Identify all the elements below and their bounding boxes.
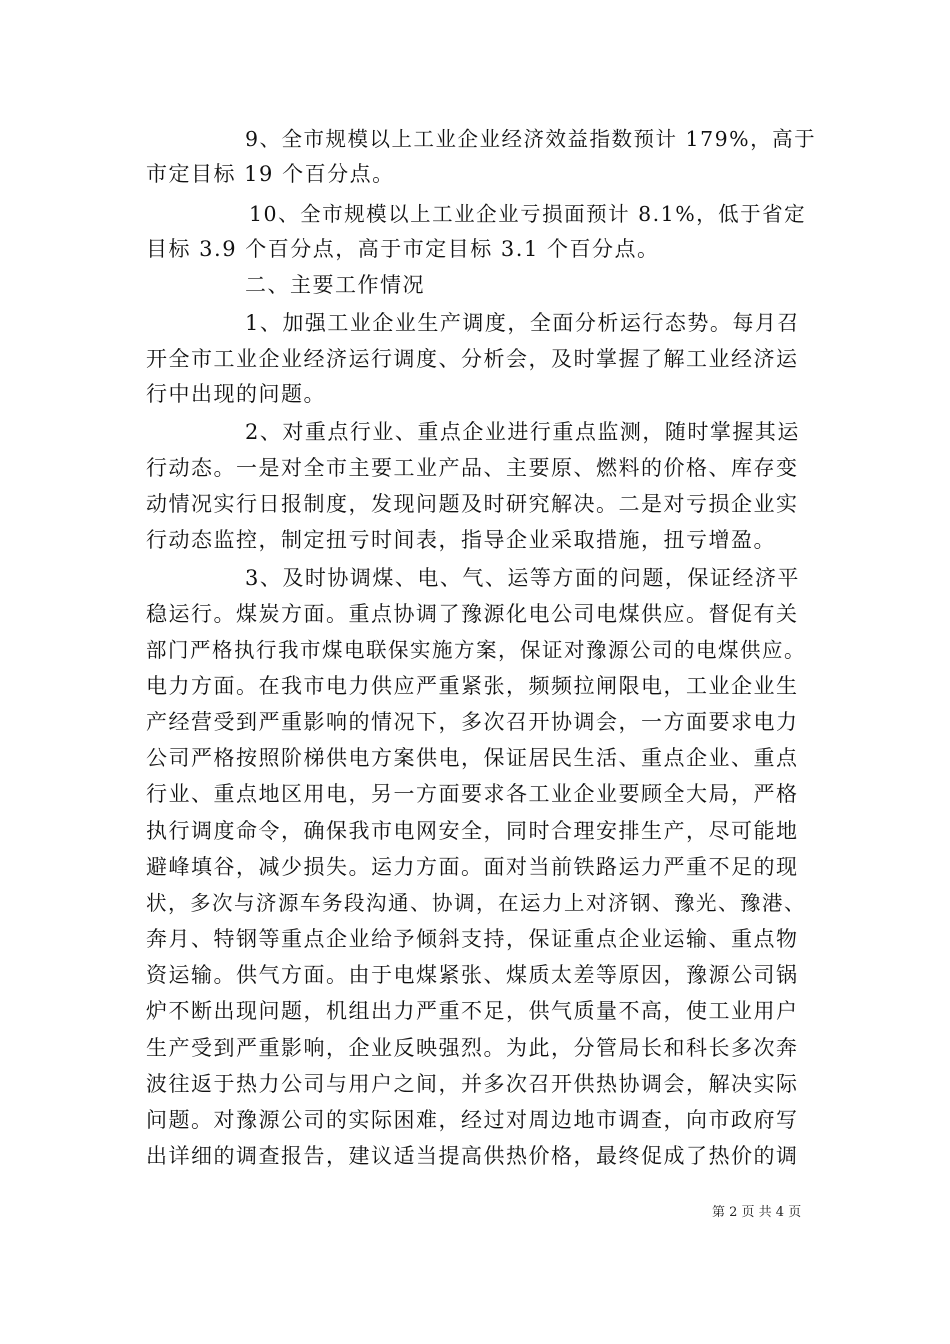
paragraph-line: 2、对重点行业、重点企业进行重点监测，随时掌握其运 <box>245 420 800 444</box>
paragraph-line: 问题。对豫源公司的实际困难，经过对周边地市调查，向市政府写 <box>146 1108 799 1132</box>
paragraph-line: 炉不断出现问题，机组出力严重不足，供气质量不高，使工业用户 <box>146 999 799 1023</box>
paragraph-line: 电力方面。在我市电力供应严重紧张，频频拉闸限电，工业企业生 <box>146 674 799 698</box>
section-heading: 二、主要工作情况 <box>245 273 425 297</box>
paragraph-line: 行业、重点地区用电，另一方面要求各工业企业要顾全大局，严格 <box>146 782 799 806</box>
paragraph-line: 目标 3.9 个百分点，高于市定目标 3.1 个百分点。 <box>146 237 660 261</box>
paragraph-line: 波往返于热力公司与用户之间，并多次召开供热协调会，解决实际 <box>146 1072 799 1096</box>
page-number-footer: 第 2 页 共 4 页 <box>712 1205 802 1220</box>
paragraph-line: 市定目标 19 个百分点。 <box>146 162 395 186</box>
paragraph-line: 资运输。供气方面。由于电煤紧张、煤质太差等原因，豫源公司锅 <box>146 963 799 987</box>
paragraph-line: 3、及时协调煤、电、气、运等方面的问题，保证经济平 <box>245 566 800 590</box>
paragraph-line: 行动态。一是对全市主要工业产品、主要原、燃料的价格、库存变 <box>146 456 799 480</box>
paragraph-line: 1、加强工业企业生产调度，全面分析运行态势。每月召 <box>245 311 800 335</box>
paragraph-line: 奔月、特钢等重点企业给予倾斜支持，保证重点企业运输、重点物 <box>146 927 799 951</box>
paragraph-line: 开全市工业企业经济运行调度、分析会，及时掌握了解工业经济运 <box>146 347 799 371</box>
paragraph-line: 部门严格执行我市煤电联保实施方案，保证对豫源公司的电煤供应。 <box>146 638 806 662</box>
paragraph-line: 稳运行。煤炭方面。重点协调了豫源化电公司电煤供应。督促有关 <box>146 602 799 626</box>
paragraph-line: 出详细的调查报告，建议适当提高供热价格，最终促成了热价的调 <box>146 1144 799 1168</box>
paragraph-line: 状，多次与济源车务段沟通、协调，在运力上对济钢、豫光、豫港、 <box>146 891 806 915</box>
paragraph-line: 产经营受到严重影响的情况下，多次召开协调会，一方面要求电力 <box>146 710 799 734</box>
paragraph-line: 避峰填谷，减少损失。运力方面。面对当前铁路运力严重不足的现 <box>146 855 799 879</box>
paragraph-line: 生产受到严重影响，企业反映强烈。为此，分管局长和科长多次奔 <box>146 1036 799 1060</box>
paragraph-line: 执行调度命令，确保我市电网安全，同时合理安排生产，尽可能地 <box>146 819 799 843</box>
paragraph-line: 9、全市规模以上工业企业经济效益指数预计 179%，高于 <box>245 127 817 151</box>
paragraph-line: 动情况实行日报制度，发现问题及时研究解决。二是对亏损企业实 <box>146 492 799 516</box>
paragraph-line: 行中出现的问题。 <box>146 382 326 406</box>
paragraph-line: 行动态监控，制定扭亏时间表，指导企业采取措施，扭亏增盈。 <box>146 528 776 552</box>
paragraph-line: 10、全市规模以上工业企业亏损面预计 8.1%，低于省定 <box>249 202 807 226</box>
paragraph-line: 公司严格按照阶梯供电方案供电，保证居民生活、重点企业、重点 <box>146 746 799 770</box>
